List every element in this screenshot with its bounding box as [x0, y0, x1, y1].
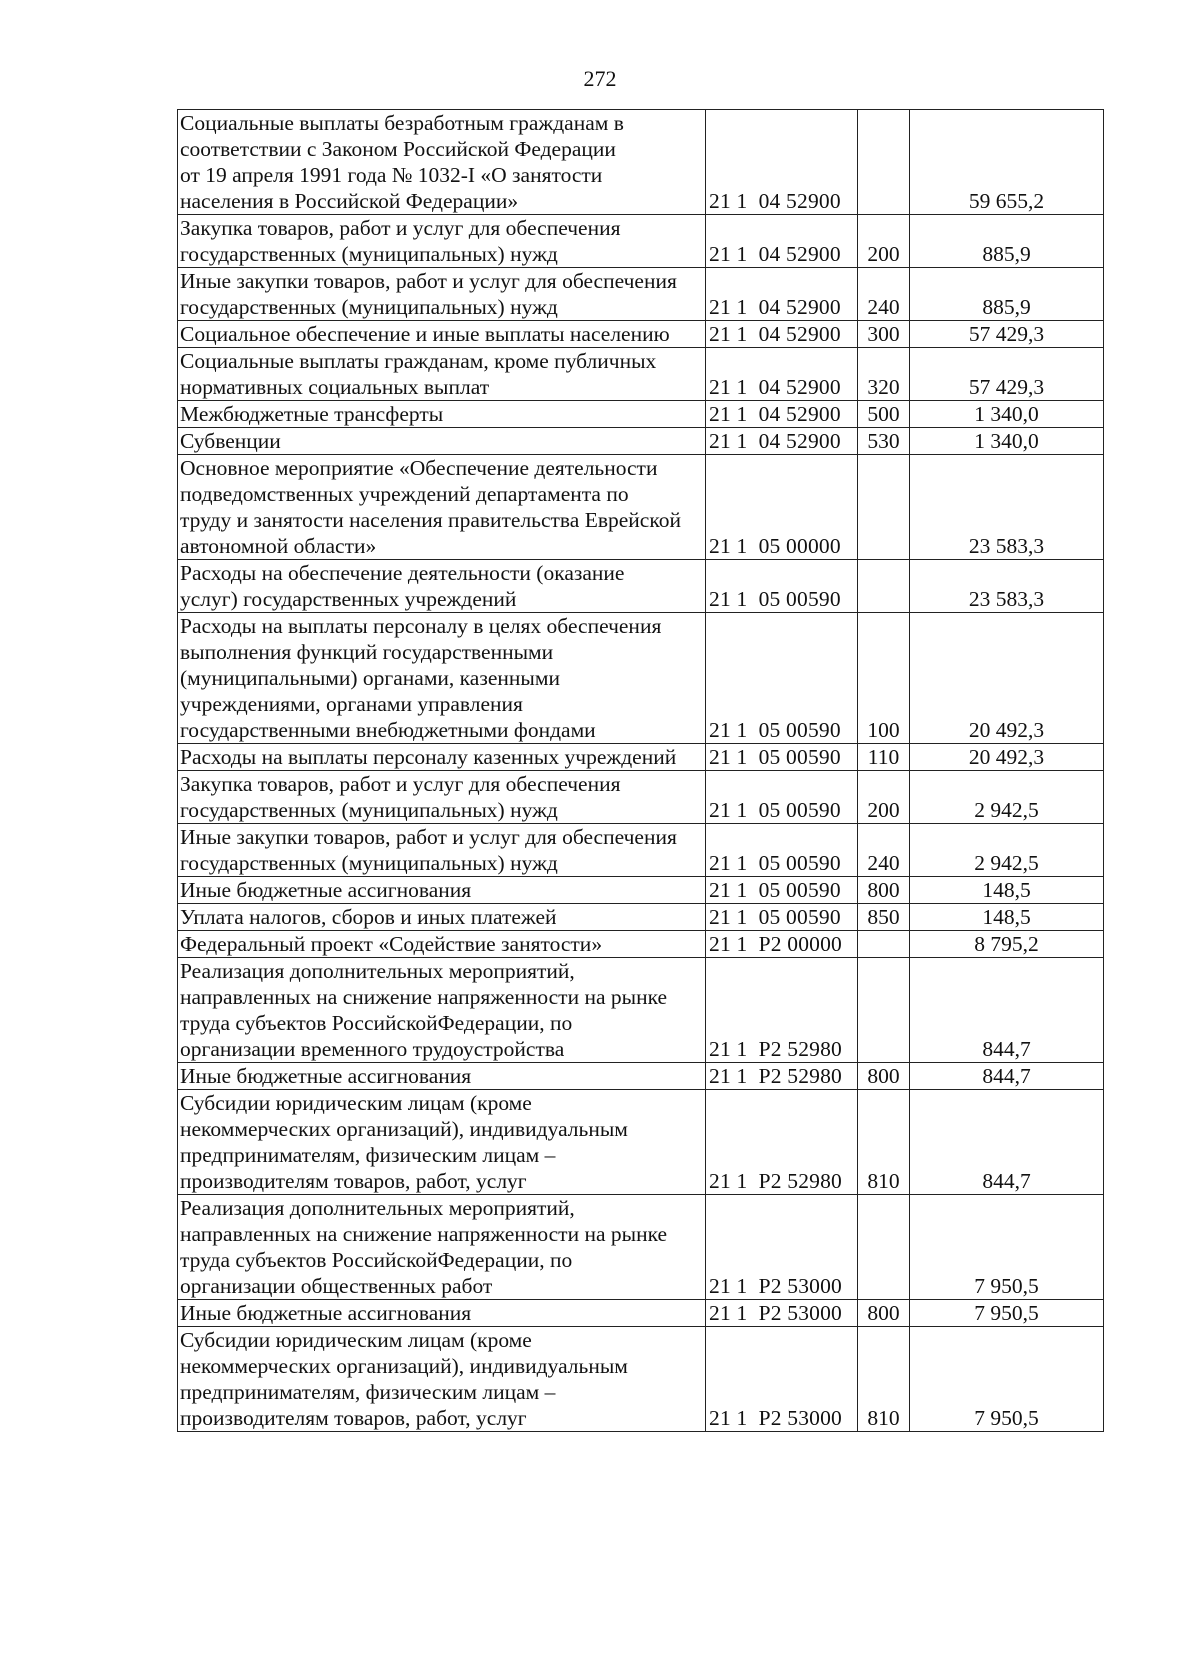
amount-cell: 57 429,3: [910, 321, 1104, 348]
expense-type-code-cell: 200: [858, 215, 910, 268]
expense-name-cell: Расходы на выплаты персоналу в целях обеспечения выполнения функций государственными (муниципальными) органами, казенными учреждениями, органами управления государственными внебюджетными фондами: [178, 613, 706, 744]
target-article-code-cell: 21 1 05 00000: [706, 455, 858, 560]
target-article-code-cell: 21 1 05 00590: [706, 877, 858, 904]
expense-type-code-cell: 810: [858, 1090, 910, 1195]
amount-cell: 1 340,0: [910, 428, 1104, 455]
table-row: [178, 455, 1104, 560]
expense-type-code-cell: 100: [858, 613, 910, 744]
amount-cell: 57 429,3: [910, 348, 1104, 401]
expense-type-code-cell: 800: [858, 877, 910, 904]
target-article-code-cell: 21 1 04 52900: [706, 348, 858, 401]
table-row: [178, 110, 1104, 215]
amount-cell: 885,9: [910, 268, 1104, 321]
table-row: [178, 613, 1104, 744]
amount-cell: 8 795,2: [910, 931, 1104, 958]
amount-cell: 7 950,5: [910, 1327, 1104, 1432]
table-row: [178, 321, 1104, 348]
table-row: [178, 824, 1104, 877]
expense-name-cell: Основное мероприятие «Обеспечение деятельности подведомственных учреждений департамента по труду и занятости населения правительства Еврейской автономной области»: [178, 455, 706, 560]
expense-type-code-cell: 850: [858, 904, 910, 931]
expense-type-code-cell: 320: [858, 348, 910, 401]
expense-name-cell: Реализация дополнительных мероприятий, направленных на снижение напряженности на рынке труда субъектов РоссийскойФедерации, по организации временного трудоустройства: [178, 958, 706, 1063]
amount-cell: 885,9: [910, 215, 1104, 268]
target-article-code-cell: 21 1 P2 53000: [706, 1300, 858, 1327]
table-row: [178, 1195, 1104, 1300]
expense-name-cell: Социальные выплаты гражданам, кроме публичных нормативных социальных выплат: [178, 348, 706, 401]
amount-cell: 7 950,5: [910, 1195, 1104, 1300]
page-number: 272: [583, 66, 617, 91]
table-row: [178, 877, 1104, 904]
table-row: [178, 1063, 1104, 1090]
expense-type-code-cell: 240: [858, 268, 910, 321]
expense-name-cell: Реализация дополнительных мероприятий, направленных на снижение напряженности на рынке труда субъектов РоссийскойФедерации, по организации общественных работ: [178, 1195, 706, 1300]
target-article-code-cell: 21 1 P2 53000: [706, 1327, 858, 1432]
table-row: [178, 348, 1104, 401]
expense-name-cell: Межбюджетные трансферты: [178, 401, 706, 428]
target-article-code-cell: 21 1 04 52900: [706, 428, 858, 455]
expense-name-cell: Федеральный проект «Содействие занятости»: [178, 931, 706, 958]
target-article-code-cell: 21 1 P2 52980: [706, 1063, 858, 1090]
expense-name-cell: Субсидии юридическим лицам (кроме некоммерческих организаций), индивидуальным предпринимателям, физическим лицам – производителям товаров, работ, услуг: [178, 1090, 706, 1195]
expense-type-code-cell: [858, 1195, 910, 1300]
target-article-code-cell: 21 1 P2 52980: [706, 958, 858, 1063]
table-row: [178, 744, 1104, 771]
target-article-code-cell: 21 1 05 00590: [706, 824, 858, 877]
expense-type-code-cell: 110: [858, 744, 910, 771]
expense-name-cell: Расходы на обеспечение деятельности (оказание услуг) государственных учреждений: [178, 560, 706, 613]
target-article-code-cell: 21 1 05 00590: [706, 560, 858, 613]
amount-cell: 23 583,3: [910, 455, 1104, 560]
table-row: [178, 931, 1104, 958]
target-article-code-cell: 21 1 05 00590: [706, 771, 858, 824]
expense-type-code-cell: 300: [858, 321, 910, 348]
expense-name-cell: Расходы на выплаты персоналу казенных учреждений: [178, 744, 706, 771]
expense-name-cell: Закупка товаров, работ и услуг для обеспечения государственных (муниципальных) нужд: [178, 215, 706, 268]
target-article-code-cell: 21 1 04 52900: [706, 215, 858, 268]
amount-cell: 1 340,0: [910, 401, 1104, 428]
expense-name-cell: Уплата налогов, сборов и иных платежей: [178, 904, 706, 931]
budget-table-body: [178, 110, 1104, 1432]
expense-type-code-cell: 530: [858, 428, 910, 455]
target-article-code-cell: 21 1 04 52900: [706, 321, 858, 348]
table-row: [178, 1327, 1104, 1432]
target-article-code-cell: 21 1 05 00590: [706, 904, 858, 931]
expense-name-cell: Иные бюджетные ассигнования: [178, 877, 706, 904]
expense-type-code-cell: 800: [858, 1063, 910, 1090]
expense-type-code-cell: 240: [858, 824, 910, 877]
expense-type-code-cell: [858, 560, 910, 613]
table-row: [178, 958, 1104, 1063]
expense-name-cell: Социальное обеспечение и иные выплаты населению: [178, 321, 706, 348]
expense-type-code-cell: 200: [858, 771, 910, 824]
target-article-code-cell: 21 1 04 52900: [706, 110, 858, 215]
budget-table: [177, 109, 1104, 1432]
amount-cell: 844,7: [910, 1063, 1104, 1090]
target-article-code-cell: 21 1 05 00590: [706, 744, 858, 771]
expense-name-cell: Закупка товаров, работ и услуг для обеспечения государственных (муниципальных) нужд: [178, 771, 706, 824]
expense-type-code-cell: [858, 958, 910, 1063]
amount-cell: 844,7: [910, 958, 1104, 1063]
expense-type-code-cell: 810: [858, 1327, 910, 1432]
expense-name-cell: Социальные выплаты безработным гражданам в соответствии с Законом Российской Федерации от 19 апреля 1991 года № 1032-I «О занятости населения в Российской Федерации»: [178, 110, 706, 215]
expense-type-code-cell: [858, 455, 910, 560]
amount-cell: 59 655,2: [910, 110, 1104, 215]
target-article-code-cell: 21 1 P2 00000: [706, 931, 858, 958]
amount-cell: 7 950,5: [910, 1300, 1104, 1327]
table-row: [178, 771, 1104, 824]
amount-cell: 20 492,3: [910, 613, 1104, 744]
expense-type-code-cell: [858, 110, 910, 215]
expense-name-cell: Иные закупки товаров, работ и услуг для обеспечения государственных (муниципальных) нужд: [178, 268, 706, 321]
amount-cell: 20 492,3: [910, 744, 1104, 771]
expense-name-cell: Иные бюджетные ассигнования: [178, 1063, 706, 1090]
expense-name-cell: Субвенции: [178, 428, 706, 455]
expense-name-cell: Иные закупки товаров, работ и услуг для обеспечения государственных (муниципальных) нужд: [178, 824, 706, 877]
amount-cell: 23 583,3: [910, 560, 1104, 613]
table-row: [178, 560, 1104, 613]
target-article-code-cell: 21 1 P2 52980: [706, 1090, 858, 1195]
table-row: [178, 1300, 1104, 1327]
target-article-code-cell: 21 1 04 52900: [706, 268, 858, 321]
target-article-code-cell: 21 1 P2 53000: [706, 1195, 858, 1300]
expense-type-code-cell: 800: [858, 1300, 910, 1327]
amount-cell: 2 942,5: [910, 824, 1104, 877]
target-article-code-cell: 21 1 04 52900: [706, 401, 858, 428]
expense-type-code-cell: 500: [858, 401, 910, 428]
amount-cell: 148,5: [910, 877, 1104, 904]
table-row: [178, 428, 1104, 455]
amount-cell: 2 942,5: [910, 771, 1104, 824]
table-row: [178, 268, 1104, 321]
table-row: [178, 401, 1104, 428]
table-row: [178, 1090, 1104, 1195]
expense-type-code-cell: [858, 931, 910, 958]
amount-cell: 148,5: [910, 904, 1104, 931]
table-row: [178, 904, 1104, 931]
expense-name-cell: Иные бюджетные ассигнования: [178, 1300, 706, 1327]
table-row: [178, 215, 1104, 268]
target-article-code-cell: 21 1 05 00590: [706, 613, 858, 744]
amount-cell: 844,7: [910, 1090, 1104, 1195]
expense-name-cell: Субсидии юридическим лицам (кроме некоммерческих организаций), индивидуальным предпринимателям, физическим лицам – производителям товаров, работ, услуг: [178, 1327, 706, 1432]
